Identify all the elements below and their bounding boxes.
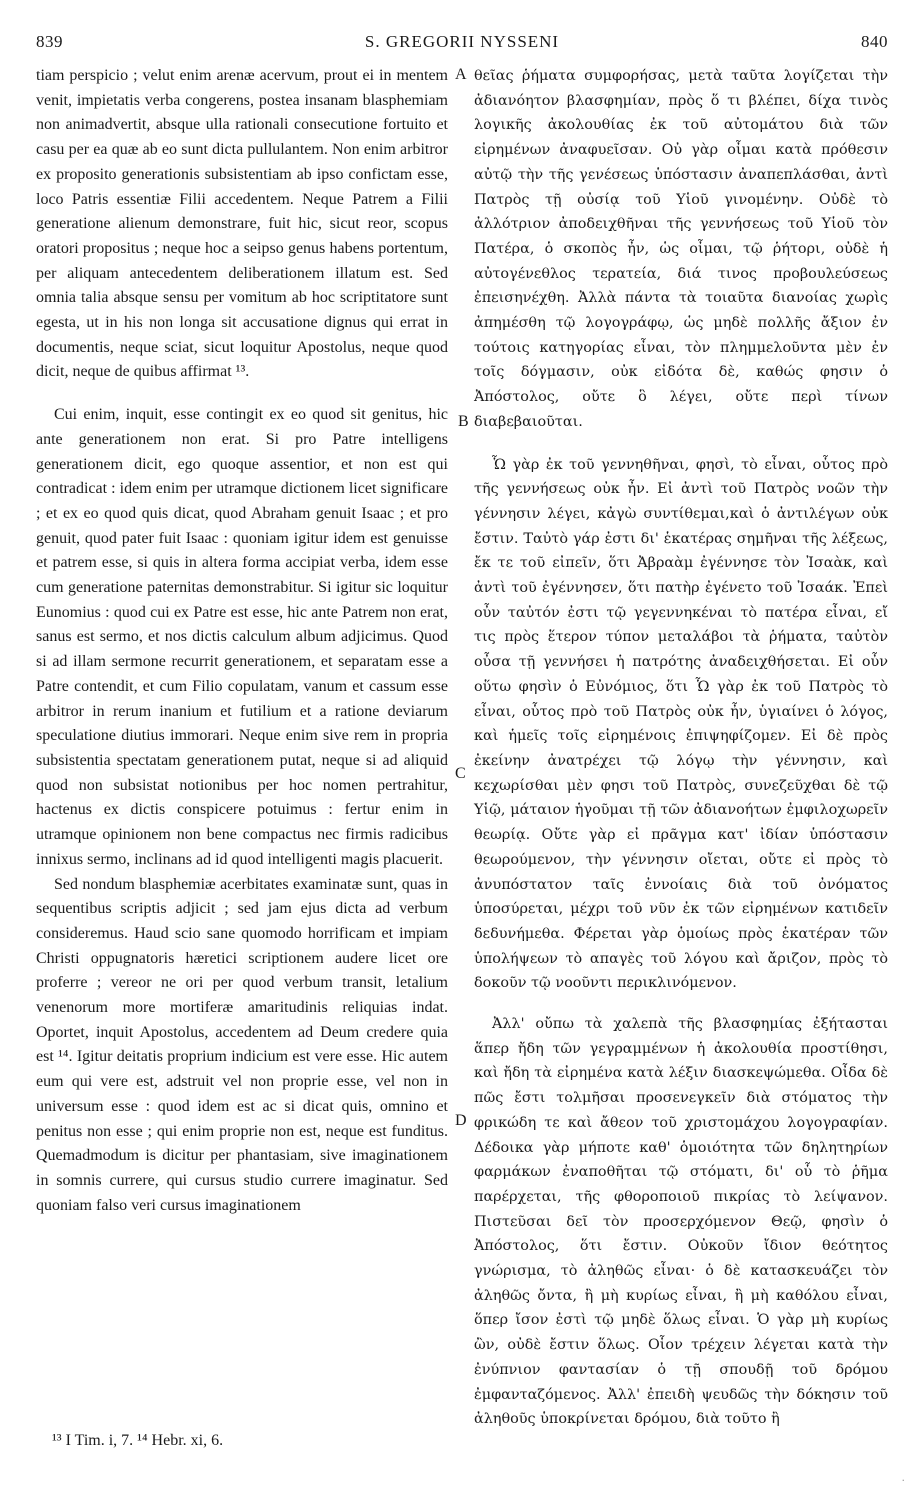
- greek-paragraph-2: Ὧ γὰρ ἐκ τοῦ γεννηθῆναι, φησὶ, τὸ εἶναι, οὗτος πρὸ τῆς γεννήσεως οὐκ ἦν. Εἰ ἀντὶ τοῦ Πατρὸς νοῶν τὴν γέννησιν λέγει, κἀγὼ συντίθεμαι,καὶ ὁ ἀντιλέγων οὐκ ἔστιν. Ταὐτὸ γάρ ἐστι δι' ἑκατέρας σημῆναι τῆς λέξεως, ἔκ τε τοῦ εἰπεῖν, ὅτι Ἀβραὰμ ἐγέννησε τὸν Ἰσαὰκ, καὶ ἀντὶ τοῦ ἐγέννησεν, ὅτι πατὴρ ἐγένετο τοῦ Ἰσαάκ. Ἐπεὶ οὖν ταὐτόν ἐστι τῷ γεγεννηκέναι τὸ πατέρα εἶναι, εἴ τις πρὸς ἕτερον τύπον μεταλάβοι τὰ ῥήματα, ταὐτὸν οὖσα τῇ γεννήσει ἡ πατρότης ἀναδειχθήσεται. Εἰ οὖν οὕτω φησὶν ὁ Εὐνόμιος, ὅτι Ὧ γὰρ ἐκ τοῦ Πατρὸς τὸ εἶναι, οὗτος πρὸ τοῦ Πατρὸς οὐκ ἦν, ὑγιαίνει ὁ λόγος, καὶ ἡμεῖς τοῖς εἰρημένοις ἐπιψηφίζομεν. Εἰ δὲ πρὸς ἐκείνην ἀνατρέχει τῷ λόγῳ τὴν γέννησιν, καὶ κεχωρίσθαι μὲν φησι τοῦ Πατρὸς, συνεζεῦχθαι δὲ τῷ Υἱῷ, μάταιον ἡγοῦμαι τῇ τῶν ἀδιανοήτων ἐμφιλοχωρεῖν θεωρίᾳ. Οὔτε γὰρ εἰ πρᾶγμα κατ' ἰδίαν ὑπόστασιν θεωρούμενον, τὴν γέννησιν οἴεται, οὔτε εἰ πρὸς τὸ ἀνυπόστατον ταῖς ἐννοίαις διὰ τοῦ ὀνόματος ὑποσύρεται, μέχρι τοῦ νῦν ἐκ τῶν εἰρημένων κατιδεῖν δεδυνήμεθα. Φέρεται γὰρ ὁμοίως πρὸς ἑκατέραν τῶν ὑπολήψεων τὸ απαγὲς τοῦ λόγου καὶ ἄριζον, πρὸς τὸ δοκοῦν τῷ νοοῦντι περικλινόμενον.: [474, 456, 888, 992]
- margin-marker-d: D: [455, 1112, 467, 1129]
- page-number-left: 839: [36, 32, 63, 51]
- scan-mark-icon: ·: [901, 1474, 905, 1487]
- margin-marker-c: C: [455, 765, 466, 782]
- latin-paragraph-1: tiam perspicio ; velut enim arenæ acervum, prout ei in mentem venit, impietatis verba congerens, postea insanam blasphemiam non animadvertit, absque ulla rationali consecutione fortuito et casu per ea quæ ab eo sunt dicta pullulantem. Non enim arbitror ex proposito generationis subsistentiam ab ipso confictam esse, loco Patris essentiæ Filii accedentem. Neque Patrem a Filii generatione alienum demonstrare, fuit hic, sicut reor, scopus oratori propositus ; neque hoc a seipso genus habens portentum, per aliquam antecedentem deliberationem illatum est. Sed omnia talia absque sensu per vomitum ab hoc scriptitatore sunt egesta, ut in his non longa sit accusatione dignus qui errat in documentis, neque sciat, sicut loquitur Apostolus, neque quod dicit, neque de quibus affirmat ¹³.: [36, 67, 448, 381]
- greek-column: [474, 64, 888, 1432]
- running-title: S. GREGORII NYSSENI: [364, 32, 560, 51]
- latin-column: [36, 64, 448, 1218]
- latin-paragraph-3: Sed nondum blasphemiæ acerbitates examinatæ sunt, quas in sequentibus scriptis adjicit ; sed jam ejus dicta ad verbum consideremus. Haud scio sane quomodo horrificam et impiam Christi oppugnatoris hæretici scriptionem audere licet ore proferre ; vereor ne ori per quod verbum transit, letalium venenorum more mortiferæ amaritudinis reliquias indat. Oportet, inquit Apostolus, accedentem ad Deum credere quia est ¹⁴. Igitur deitatis proprium indicium est vere esse. Hic autem eum qui vere est, adstruit vel non proprie esse, vel non in universum esse : quod idem est ac si dicat quis, omnino et penitus non esse ; qui enim proprie non est, neque est funditus. Quemadmodum is dicitur per phantasiam, sive imaginationem in somnis currere, qui cursus studio currere imaginatur. Sed quoniam falso veri cursus imaginationem: [36, 875, 448, 1214]
- running-header: [36, 32, 888, 56]
- latin-paragraph-2: Cui enim, inquit, esse contingit ex eo quod sit genitus, hic ante generationem non erat. Si pro Patre intelligens generationem dicit, ego quoque assentior, et non est qui contradicat : idem enim per utramque dictionem licet significare ; et ex eo quod quis dicat, quod Abraham genuit Isaac ; et pro genuit, quod pater fuit Isaac : quoniam igitur idem est genuisse et patrem esse, si quis in altera forma accipiat verba, idem esse cum generatione paternitas demonstrabitur. Si igitur sic loquitur Eunomius : quod cui ex Patre est esse, hic ante Patrem non erat, sanus est sermo, et nos dictis calculum album adjicimus. Quod si ad illam sermone recurrit generationem, et separatam esse a Patre contendit, et cum Filio copulatam, vanum et cassum esse arbitror in rerum inanium et futilium et a ratione deviarum speculatione diutius immorari. Neque enim sive rem in propria subsistentia spectatam generationem putat, neque si ad aliquid quod non subsistat notionibus per hoc nomen pertrahitur, hactenus ex dictis conspicere potuimus : fertur enim in utramque opinionem non bene compactus nec firmis radicibus innixus sermo, inclinans ad id quod intelligenti magis placuerit.: [36, 406, 448, 868]
- greek-paragraph-3: Ἀλλ' οὔπω τὰ χαλεπὰ τῆς βλασφημίας ἐξήτασται ἅπερ ἤδη τῶν γεγραμμένων ἡ ἀκολουθία προστίθησι, καὶ ἤδη τὰ εἰρημένα κατὰ λέξιν διασκεψώμεθα. Οἶδα δὲ πῶς ἔστι τολμῆσαι προσενεγκεῖν διὰ στόματος τὴν φρικώδη τε καὶ ἄθεον τοῦ χριστομάχου λογογραφίαν. Δέδοικα γὰρ μήποτε καθ' ὁμοιότητα τῶν δηλητηρίων φαρμάκων ἐναποθῆται τῷ στόματι, δι' οὗ τὸ ῥῆμα παρέρχεται, τῆς φθοροποιοῦ πικρίας τὸ λείψανον. Πιστεῦσαι δεῖ τὸν προσερχόμενον Θεῷ, φησὶν ὁ Ἀπόστολος, ὅτι ἔστιν. Οὐκοῦν ἴδιον θεότητος γνώρισμα, τὸ ἀληθῶς εἶναι· ὁ δὲ κατασκευάζει τὸν ἀληθῶς ὄντα, ἢ μὴ κυρίως εἶναι, ἢ μὴ καθόλου εἶναι, ὅπερ ἴσον ἐστὶ τῷ μηδὲ ὅλως εἶναι. Ὁ γὰρ μὴ κυρίως ὢν, οὐδὲ ἔστιν ὅλως. Οἷον τρέχειν λέγεται κατὰ τὴν ἐνύπνιον φαντασίαν ὁ τῇ σπουδῇ τοῦ δρόμου ἐμφανταζόμενος. Ἀλλ' ἐπειδὴ ψευδῶς τὴν δόκησιν τοῦ ἀληθοῦς ὑποκρίνεται δρόμου, διὰ τοῦτο ἢ: [474, 1016, 888, 1428]
- greek-paragraph-1: θεῖας ῥήματα συμφορήσας, μετὰ ταῦτα λογίζεται τὴν ἀδιανόητον βλασφημίαν, πρὸς ὅ τι βλέπει, δίχα τινὸς λογικῆς ἀκολουθίας ἐκ τοῦ αὐτομάτου διὰ τῶν εἰρημένων ἀναφυεῖσαν. Οὐ γὰρ οἶμαι κατὰ πρόθεσιν αὐτῷ τὴν τῆς γενέσεως ὑπόστασιν ἀναπεπλάσθαι, ἀντὶ Πατρὸς τῇ οὐσίᾳ τοῦ Υἱοῦ γινομένην. Οὐδὲ τὸ ἀλλότριον ἀποδειχθῆναι τῆς γεννήσεως τοῦ Υἱοῦ τὸν Πατέρα, ὁ σκοπὸς ἦν, ὡς οἶμαι, τῷ ῥήτορι, οὐδὲ ἡ αὐτογένεθλος τερατεία, διά τινος προβουλεύσεως ἐπεισηνέχθη. Ἀλλὰ πάντα τὰ τοιαῦτα διανοίας χωρὶς ἀπημέσθη τῷ λογογράφῳ, ὡς μηδὲ πολλῆς ἄξιον ἐν τούτοις κατηγορίας εἶναι, τὸν πλημμελοῦντα μὲν ἐν τοῖς δόγμασιν, οὐκ εἰδότα δὲ, καθώς φησιν ὁ Ἀπόστολος, οὔτε ὃ λέγει, οὔτε περὶ τίνων διαβεβαιοῦται.: [474, 68, 888, 430]
- page-number-right: 840: [861, 32, 888, 51]
- margin-marker-a: A: [455, 66, 467, 83]
- margin-marker-b: B: [458, 413, 469, 430]
- footnotes: ¹³ I Tim. i, 7. ¹⁴ Hebr. xi, 6.: [52, 1432, 224, 1449]
